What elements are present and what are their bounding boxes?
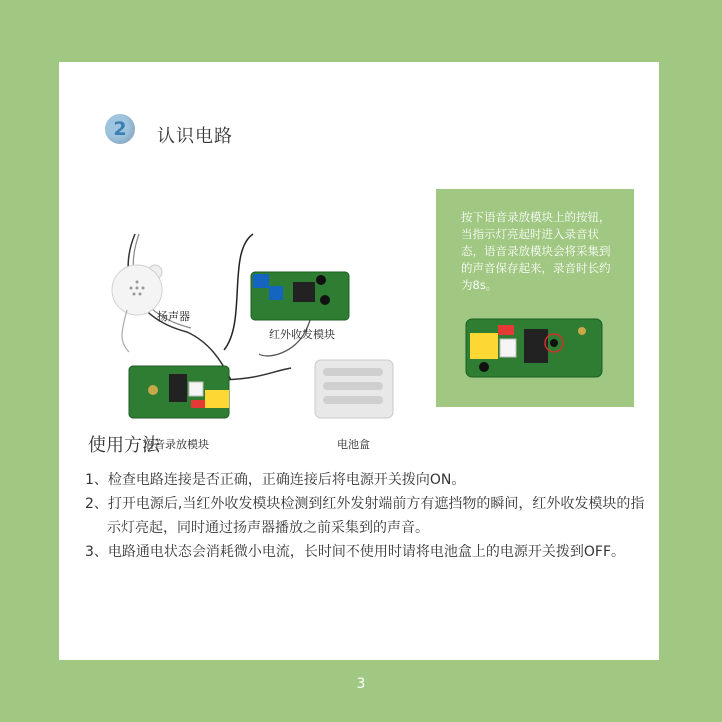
- usage-step-2: 2、打开电源后,当红外收发模块检测到红外发射端前方有遮挡物的瞬间，红外收发模块的指示灯亮起，同时通过扬声器播放之前采集到的声音。: [85, 496, 645, 536]
- info-box: [436, 189, 634, 407]
- label-speaker: 扬声器: [157, 310, 190, 323]
- usage-step-1: 1、检查电路连接是否正确，正确连接后将电源开关拨向ON。: [85, 472, 466, 488]
- step-number-badge: [105, 114, 135, 144]
- speaker-image: [112, 265, 162, 352]
- usage-title: 使用方法: [88, 435, 160, 456]
- page-card: [59, 62, 659, 660]
- usage-step-3: 3、电路通电状态会消耗微小电流，长时间不使用时请将电池盒上的电源开关拨到OFF。: [85, 544, 626, 560]
- info-text: 按下语音录放模块上的按钮，当指示灯亮起时进入录音状态，语音录放模块会将采集到的声音保存起来，录音时长约为8s。: [461, 210, 611, 292]
- label-battery-box: 电池盒: [337, 438, 370, 451]
- label-ir-module: 红外收发模块: [269, 328, 335, 341]
- voice-module-closeup: [464, 317, 604, 381]
- battery-box-image: [315, 360, 393, 418]
- page-number: 3: [356, 676, 366, 692]
- label-voice-module: 语音录放模块: [143, 438, 209, 451]
- usage-steps: [85, 468, 645, 564]
- section-heading: 认识电路: [157, 126, 233, 147]
- ir-module-image: [251, 272, 349, 320]
- voice-module-image: [129, 366, 229, 418]
- step-number: 2: [113, 118, 127, 140]
- wire-ir: [224, 234, 253, 350]
